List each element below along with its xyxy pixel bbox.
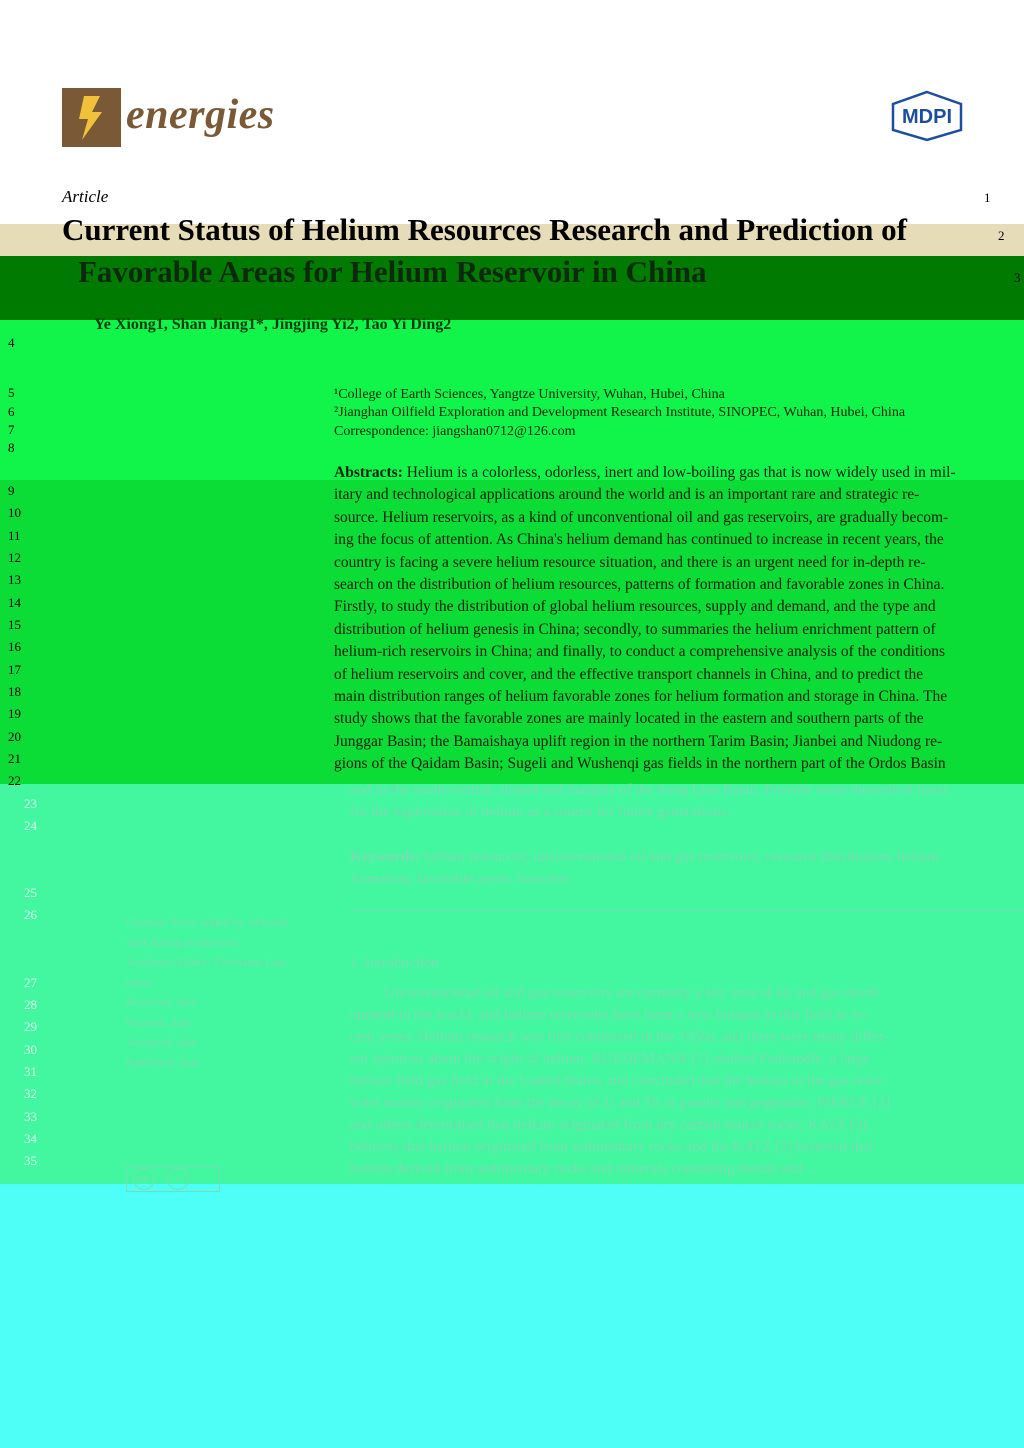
- citation-line: Accepted: date: [126, 1035, 198, 1049]
- intro-line: helium field gas field in the United States, and concluded that the helium in the gas reser-: [350, 1073, 887, 1089]
- title-line-2: Favorable Areas for Helium Reservoir in China: [78, 254, 707, 289]
- line-number: 18: [8, 684, 21, 699]
- line-number: 11: [8, 528, 21, 543]
- line-number: 21: [8, 751, 21, 766]
- line-number: 3: [1014, 270, 1021, 285]
- intro-line: Unconventional oil and gas reservoirs are currently a key area of oil and gas devel-: [384, 985, 883, 1001]
- line-number: 16: [8, 639, 21, 654]
- intro-line: believes that helium originated from sedimentary rocks and the KATZ [3] believed that: [350, 1139, 874, 1155]
- line-number: 24: [24, 818, 37, 833]
- intro-line: and others determined that helium originated from dry carbon source rocks; KATZ [3]: [350, 1117, 868, 1133]
- affiliation-1: ¹College of Earth Sciences, Yangtze University, Wuhan, Hubei, China: [334, 387, 725, 402]
- citation-line: name: [126, 975, 152, 989]
- attribution-icon: i: [167, 1168, 189, 1190]
- abstract-line: source. Helium reservoirs, as a kind of unconventional oil and gas reservoirs, are gradually becom-: [334, 508, 949, 526]
- abstract-line: of helium reservoirs and cover, and the effective transport channels in China, and to predict the: [334, 665, 924, 683]
- line-number: 6: [8, 404, 15, 419]
- line-number: 9: [8, 483, 15, 498]
- line-number: 28: [24, 997, 37, 1012]
- citation-line: Received: date: [126, 995, 197, 1009]
- citation-line: Revised: date: [126, 1015, 191, 1029]
- affiliation-2: ²Jianghan Oilfield Exploration and Development Research Institute, SINOPEC, Wuhan, Hubei, China: [334, 405, 906, 420]
- abstract-line: itary and technological applications around the world and is an important rare and strategic re-: [334, 486, 920, 504]
- journal-name: energies: [126, 92, 275, 138]
- intro-line: cent years. Helium research was first conducted in the 1950s, and there were many differ-: [350, 1029, 889, 1045]
- keywords: [350, 846, 1024, 890]
- line-number: 13: [8, 572, 21, 587]
- correspondence: Correspondence: jiangshan0712@126.com: [334, 424, 576, 439]
- line-number: 5: [8, 385, 15, 400]
- citation-line: Academic Editor: Firstname Last-: [126, 955, 290, 969]
- abstract-continued: [350, 779, 1024, 823]
- abstract: [334, 462, 1010, 776]
- line-number: 1: [984, 190, 991, 205]
- line-number: 22: [8, 773, 21, 788]
- line-number: 34: [24, 1131, 37, 1146]
- line-number: 4: [8, 335, 15, 350]
- line-number: 14: [8, 595, 21, 610]
- abstract-line: Firstly, to study the distribution of global helium resources, supply and demand, and the type and: [334, 598, 936, 616]
- line-number: 7: [8, 422, 15, 437]
- authors: Ye Xiong1, Shan Jiang1*, Jingjing Yi2, Tao Yi Ding2: [94, 316, 452, 333]
- keywords-line: helium resources; unconventional oil and gas reservoirs; resource distribution; helium: [420, 849, 940, 865]
- abstract-line: ing the focus of attention. As China's helium demand has continued to increase in recent years, the: [334, 531, 944, 549]
- line-number: 2: [998, 228, 1005, 243]
- line-number: 32: [24, 1086, 37, 1101]
- line-number: 25: [24, 885, 37, 900]
- citation-line: Citation: To be added by editorial: [126, 915, 288, 929]
- citation-line: Published: date: [126, 1055, 200, 1069]
- line-number: 17: [8, 662, 21, 677]
- line-number: 8: [8, 440, 15, 455]
- line-number: 12: [8, 550, 21, 565]
- keywords-label: Keywords:: [350, 849, 420, 865]
- line-number: 35: [24, 1153, 37, 1168]
- mdpi-logo-text: MDPI: [902, 106, 952, 128]
- intro-line: opment in the world, and helium reservoirs have been a new hotspot in this field in re-: [350, 1007, 868, 1023]
- article-type: Article: [62, 187, 109, 206]
- abstract-line: main distribution ranges of helium favorable zones for helium formation and storage in China. The: [334, 688, 948, 706]
- line-number: 29: [24, 1019, 37, 1034]
- abstract-label: Abstracts:: [334, 464, 403, 481]
- line-number: 30: [24, 1042, 37, 1057]
- cc-license-badge[interactable]: [126, 1166, 220, 1192]
- abstract-line: for the exploration of helium as a source for future generations.: [350, 804, 731, 820]
- abstract-line: distribution of helium genesis in China; secondly, to summaries the helium enrichment pattern of: [334, 620, 936, 638]
- title-line-1: Current Status of Helium Resources Research and Prediction of: [62, 212, 907, 247]
- abstract-line: Junggar Basin; the Bamaishaya uplift region in the northern Tarim Basin; Jianbei and Niudong re-: [334, 732, 943, 750]
- line-number: 26: [24, 907, 37, 922]
- intro-heading: 1. Introduction: [350, 955, 440, 971]
- lightning-bolt-icon: [62, 88, 121, 147]
- abstract-line: search on the distribution of helium resources, patterns of formation and favorable zones in China.: [334, 576, 945, 594]
- abstract-line: study shows that the favorable zones are mainly located in the eastern and southern parts of the: [334, 710, 924, 728]
- intro-line: voirs mainly originated from the decay of U and Th in granite and pegmatite; PIERCE [2]: [350, 1095, 890, 1111]
- abstract-line: country is facing a severe helium resource situation, and there is an urgent need for in-depth re-: [334, 553, 926, 571]
- citation-line: staff during production.: [126, 935, 240, 949]
- abstract-line: and in the south-central, sloped and margins of the Song Liao Basin. Provide some theoretical basis: [350, 782, 948, 798]
- section-divider: [350, 910, 1024, 911]
- line-number: 31: [24, 1064, 37, 1079]
- line-number: 27: [24, 975, 37, 990]
- citation-box: [126, 912, 290, 1072]
- abstract-line: Helium is a colorless, odorless, inert and low-boiling gas that is now widely used in mil-: [402, 464, 956, 481]
- abstract-line: gions of the Qaidam Basin; Sugeli and Wushenqi gas fields in the northern part of the Ordos Basin: [334, 755, 946, 773]
- intro-body: [350, 982, 1024, 1180]
- intro-line: ent opinions about the origin of helium. RUEDEMANN [1] studied Panhandle, a large: [350, 1051, 870, 1067]
- line-number: 15: [8, 617, 21, 632]
- line-number: 10: [8, 505, 21, 520]
- keywords-line: formation; favorable areas; forecasts: [350, 871, 570, 887]
- line-number: 23: [24, 796, 37, 811]
- mdpi-logo: [888, 90, 966, 142]
- cc-icon: cc: [133, 1168, 155, 1190]
- intro-line: helium derived from sedimentary rocks and minerals containing metals and ...: [350, 1161, 818, 1177]
- overlay-band-cyan: [0, 1184, 1024, 1448]
- line-number: 20: [8, 729, 21, 744]
- line-number: 33: [24, 1109, 37, 1124]
- line-number: 19: [8, 706, 21, 721]
- abstract-line: helium-rich reservoirs in China; and finally, to conduct a comprehensive analysis of the conditions: [334, 643, 946, 661]
